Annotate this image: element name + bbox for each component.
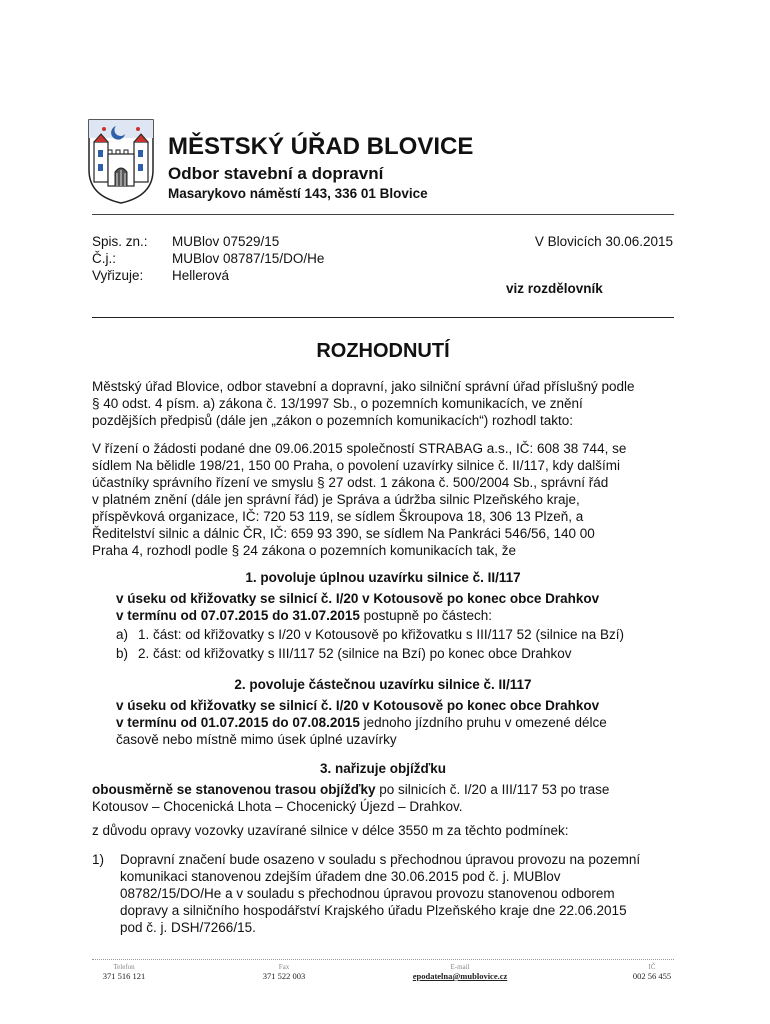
list-item xyxy=(116,645,676,663)
footer-divider xyxy=(92,959,674,960)
condition-line: pod č. j. DSH/7266/15. xyxy=(120,920,256,935)
footer-email-link[interactable]: epodatelna@mublovice.cz xyxy=(412,971,508,981)
section-3-route-rest: po silnicích č. I/20 a III/117 53 po trase xyxy=(375,782,610,797)
section-3-route-bold: obousměrně se stanovenou trasou objížďky xyxy=(92,782,376,797)
meta-divider xyxy=(92,317,674,318)
footer-fax xyxy=(252,963,316,981)
conditions-intro: z důvodu opravy vozovky uzavírané silnice v délce 3550 m za těchto podmínek: xyxy=(92,823,569,838)
section-2-line: v úseku od křižovatky se silnicí č. I/20 v Kotousově po konec obce Drahkov xyxy=(116,698,600,713)
proceeding-line: V řízení o žádosti podané dne 09.06.2015 společností STRABAG a.s., IČ: 608 38 744, se xyxy=(92,441,627,456)
intro-line: pozdějších předpisů (dále jen „zákon o pozemních komunikacích“) rozhodl takto: xyxy=(92,413,574,428)
footer-ic xyxy=(624,963,680,981)
list-text: 1. část: od křižovatky s I/20 v Kotousově po křižovatku s III/117 52 (silnice na Bzí) xyxy=(138,627,624,642)
section-3-route-line: Kotousov – Chocenická Lhota – Chocenický Újezd – Drahkov. xyxy=(92,799,463,814)
footer-ic-label: IČ xyxy=(648,963,656,971)
list-item xyxy=(116,626,676,644)
proceeding-line: Ředitelství silnic a dálnic ČR, IČ: 659 93 390, se sídlem Na Pankráci 546/56, 140 00 xyxy=(92,526,595,541)
proceeding-line: účastníky správního řízení ve smyslu § 27 odst. 1 zákona č. 500/2004 Sb., správní řád xyxy=(92,475,609,490)
condition-number: 1) xyxy=(92,852,105,867)
section-2-term xyxy=(116,714,677,732)
meta-value-cj: MUBlov 08787/15/DO/He xyxy=(172,251,325,266)
condition-line: Dopravní značení bude osazeno v souladu s přechodnou úpravou provozu na pozemní xyxy=(120,852,641,867)
footer-email xyxy=(400,963,520,981)
section-2-line: časově nebo místně mimo úsek úplné uzavírky xyxy=(116,732,397,747)
meta-label-cj: Č.j.: xyxy=(92,251,117,266)
section-3-heading: 3. nařizuje objížďku xyxy=(320,761,446,776)
coat-of-arms-logo xyxy=(86,118,156,204)
condition-line: dopravy a silničního hospodářství Krajského úřadu Plzeňského kraje dne 22.06.2015 xyxy=(120,903,627,918)
list-marker: b) xyxy=(116,646,129,661)
section-2-term-rest: jednoho jízdního pruhu v omezené délce xyxy=(359,715,607,730)
section-1-term-dates: v termínu od 07.07.2015 do 31.07.2015 xyxy=(116,608,360,623)
section-2-term-dates: v termínu od 01.07.2015 do 07.08.2015 xyxy=(116,715,360,730)
header-divider xyxy=(92,214,674,215)
intro-line: § 40 odst. 4 písm. a) zákona č. 13/1997 Sb., o pozemních komunikacích, ve znění xyxy=(92,396,583,411)
proceeding-line: sídlem Na bělidle 198/21, 150 00 Praha, o povolení uzavírky silnice č. II/117, kdy dalšími xyxy=(92,458,621,473)
section-1-term xyxy=(116,607,677,625)
section-1-heading: 1. povoluje úplnou uzavírku silnice č. II/117 xyxy=(245,570,521,585)
meta-value-vyrizuje: Hellerová xyxy=(172,268,230,283)
proceeding-line: příspěvková organizace, IČ: 720 53 119, se sídlem Škroupova 18, 306 13 Plzeň, a xyxy=(92,509,584,524)
footer-email-label: E-mail xyxy=(450,963,470,971)
condition-line: 08782/15/DO/He a v souladu s přechodnou úpravou provozu stanovenou odborem xyxy=(120,886,615,901)
proceeding-line: v platném znění (dále jen správní řád) je Správa a údržba silnic Plzeňského kraje, xyxy=(92,492,580,507)
department-name: Odbor stavební a dopravní xyxy=(168,164,384,183)
section-1-term-rest: postupně po částech: xyxy=(359,608,492,623)
document-title: ROZHODNUTÍ xyxy=(316,340,450,362)
list-text: 2. část: od křižovatky s III/117 52 (silnice na Bzí) po konec obce Drahkov xyxy=(138,646,572,661)
meta-label-vyrizuje: Vyřizuje: xyxy=(92,268,144,283)
footer-phone xyxy=(92,963,156,981)
footer-phone-label: Telefon xyxy=(113,963,135,971)
footer-fax-value: 371 522 003 xyxy=(262,971,306,981)
section-2-heading: 2. povoluje částečnou uzavírku silnice č. II/117 xyxy=(234,677,532,692)
section-3-route xyxy=(92,781,677,799)
section-1-line: v úseku od křižovatky se silnicí č. I/20 v Kotousově po konec obce Drahkov xyxy=(116,591,600,606)
footer-fax-label: Fax xyxy=(278,963,290,971)
list-marker: a) xyxy=(116,627,129,642)
recipient-note: viz rozdělovník xyxy=(506,281,603,296)
condition-line: komunikaci stanovenou zdejším úřadem dne 30.06.2015 pod č. j. MUBlov xyxy=(120,869,561,884)
meta-value-spis: MUBlov 07529/15 xyxy=(172,234,280,249)
office-title: MĚSTSKÝ ÚŘAD BLOVICE xyxy=(168,133,474,160)
office-address: Masarykovo náměstí 143, 336 01 Blovice xyxy=(168,186,428,201)
footer-ic-value: 002 56 455 xyxy=(632,971,672,981)
meta-label-spis: Spis. zn.: xyxy=(92,234,148,249)
footer-phone-value: 371 516 121 xyxy=(102,971,146,981)
place-date: V Blovicích 30.06.2015 xyxy=(534,234,673,249)
proceeding-line: Praha 4, rozhodl podle § 24 zákona o pozemních komunikacích tak, že xyxy=(92,543,517,558)
intro-line: Městský úřad Blovice, odbor stavební a dopravní, jako silniční správní úřad příslušný podle xyxy=(92,379,635,394)
